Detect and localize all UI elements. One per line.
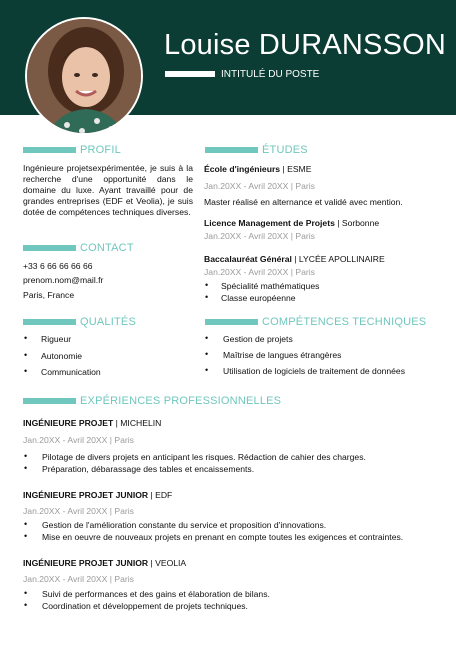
job-title-line (23, 418, 161, 429)
education-school: Licence Management de Projets (204, 218, 335, 228)
bullet: • (24, 588, 28, 598)
title-accent-bar (165, 71, 215, 77)
profile-text: Ingénieure projetsexpérimentée, je suis à la recherche d'une opportunité dans le domaine du luxe. Ayant travaillé pour de grandes entreprises (EDF et Veolia), je suis dotée de compétences techniques diverses. (23, 163, 193, 217)
quality-item: Communication (41, 367, 101, 377)
section-heading-profil (23, 143, 121, 157)
bullet: • (205, 292, 209, 302)
bullet: • (205, 365, 209, 375)
education-dates: Jan.20XX - Avril 20XX | Paris (204, 267, 315, 277)
bullet: • (24, 333, 28, 343)
contact-phone: +33 6 66 66 66 66 (23, 261, 93, 271)
job-dates: Jan.20XX - Avril 20XX | Paris (23, 506, 134, 516)
job-bullet: Coordination et développement de projets techniques. (42, 601, 248, 611)
heading-accent-bar (205, 147, 258, 153)
heading-accent-bar (23, 147, 76, 153)
heading-label: EXPÉRIENCES PROFESSIONNELLES (80, 395, 282, 407)
heading-label: PROFIL (80, 144, 121, 156)
job-bullet: Suivi de performances et des gains et élaboration de bilans. (42, 589, 270, 599)
education-description: Master réalisé en alternance et validé avec mention. (204, 197, 403, 207)
bullet: • (205, 333, 209, 343)
education-org: | LYCÉE APOLLINAIRE (291, 254, 385, 264)
job-role: INGÉNIEURE PROJET (23, 418, 114, 428)
candidate-name: Louise DURANSSON (164, 29, 447, 61)
education-dates: Jan.20XX - Avril 20XX | Paris (204, 181, 315, 191)
job-role: INGÉNIEURE PROJET JUNIOR (23, 558, 149, 568)
bullet: • (205, 280, 209, 290)
bullet: • (24, 463, 28, 473)
bullet: • (24, 366, 28, 376)
job-title-line (23, 558, 186, 569)
heading-label: ÉTUDES (262, 144, 308, 156)
bullet: • (24, 531, 28, 541)
heading-accent-bar (23, 398, 76, 404)
education-org: | Sorbonne (334, 218, 380, 228)
contact-email: prenom.nom@mail.fr (23, 275, 104, 285)
section-heading-contact (23, 241, 134, 255)
job-dates: Jan.20XX - Avril 20XX | Paris (23, 574, 134, 584)
heading-label: COMPÉTENCES TECHNIQUES (262, 316, 427, 328)
job-company: | MICHELIN (113, 418, 162, 428)
job-title: INTITULÉ DU POSTE (221, 69, 320, 80)
bullet: • (24, 451, 28, 461)
job-bullet: Préparation, débarassage des tables et encaissements. (42, 464, 255, 474)
section-heading-competences (205, 315, 426, 329)
heading-label: CONTACT (80, 242, 134, 254)
section-heading-experiences (23, 394, 281, 408)
job-bullet: Mise en oeuvre de nouveaux projets en prenant en compte toutes les exigences et contraintes. (42, 532, 404, 542)
job-dates: Jan.20XX - Avril 20XX | Paris (23, 435, 134, 445)
section-heading-etudes (205, 143, 308, 157)
bullet: • (24, 350, 28, 360)
heading-label: QUALITÉS (80, 316, 137, 328)
job-bullet: Gestion de l'amélioration constante du service et proposition d'innovations. (42, 520, 327, 530)
skill-item: Gestion de projets (223, 334, 293, 344)
profile-photo (25, 17, 143, 135)
skill-item: Maîtrise de langues étrangères (223, 350, 342, 360)
section-heading-qualites (23, 315, 136, 329)
job-company: | EDF (148, 490, 173, 500)
heading-accent-bar (23, 319, 76, 325)
bullet: • (24, 519, 28, 529)
education-title (204, 218, 379, 229)
job-title-line (23, 490, 172, 501)
education-school: Baccalauréat Général (204, 254, 292, 264)
contact-location: Paris, France (23, 290, 75, 300)
education-title (204, 254, 385, 265)
heading-accent-bar (23, 245, 76, 251)
education-bullet: Spécialité mathématiques (221, 281, 320, 291)
bullet: • (24, 600, 28, 610)
quality-item: Rigueur (41, 334, 72, 344)
education-school: École d'ingénieurs (204, 164, 281, 174)
heading-accent-bar (205, 319, 258, 325)
skill-item: Utilisation de logiciels de traitement de données (223, 366, 406, 376)
job-company: | VEOLIA (148, 558, 187, 568)
education-title (204, 164, 311, 175)
education-dates: Jan.20XX - Avril 20XX | Paris (204, 231, 315, 241)
bullet: • (205, 349, 209, 359)
education-org: | ESME (280, 164, 312, 174)
quality-item: Autonomie (41, 351, 83, 361)
job-role: INGÉNIEURE PROJET JUNIOR (23, 490, 149, 500)
job-bullet: Pilotage de divers projets en anticipant les risques. Rédaction de cahier des charges. (42, 452, 366, 462)
education-bullet: Classe européenne (221, 293, 296, 303)
